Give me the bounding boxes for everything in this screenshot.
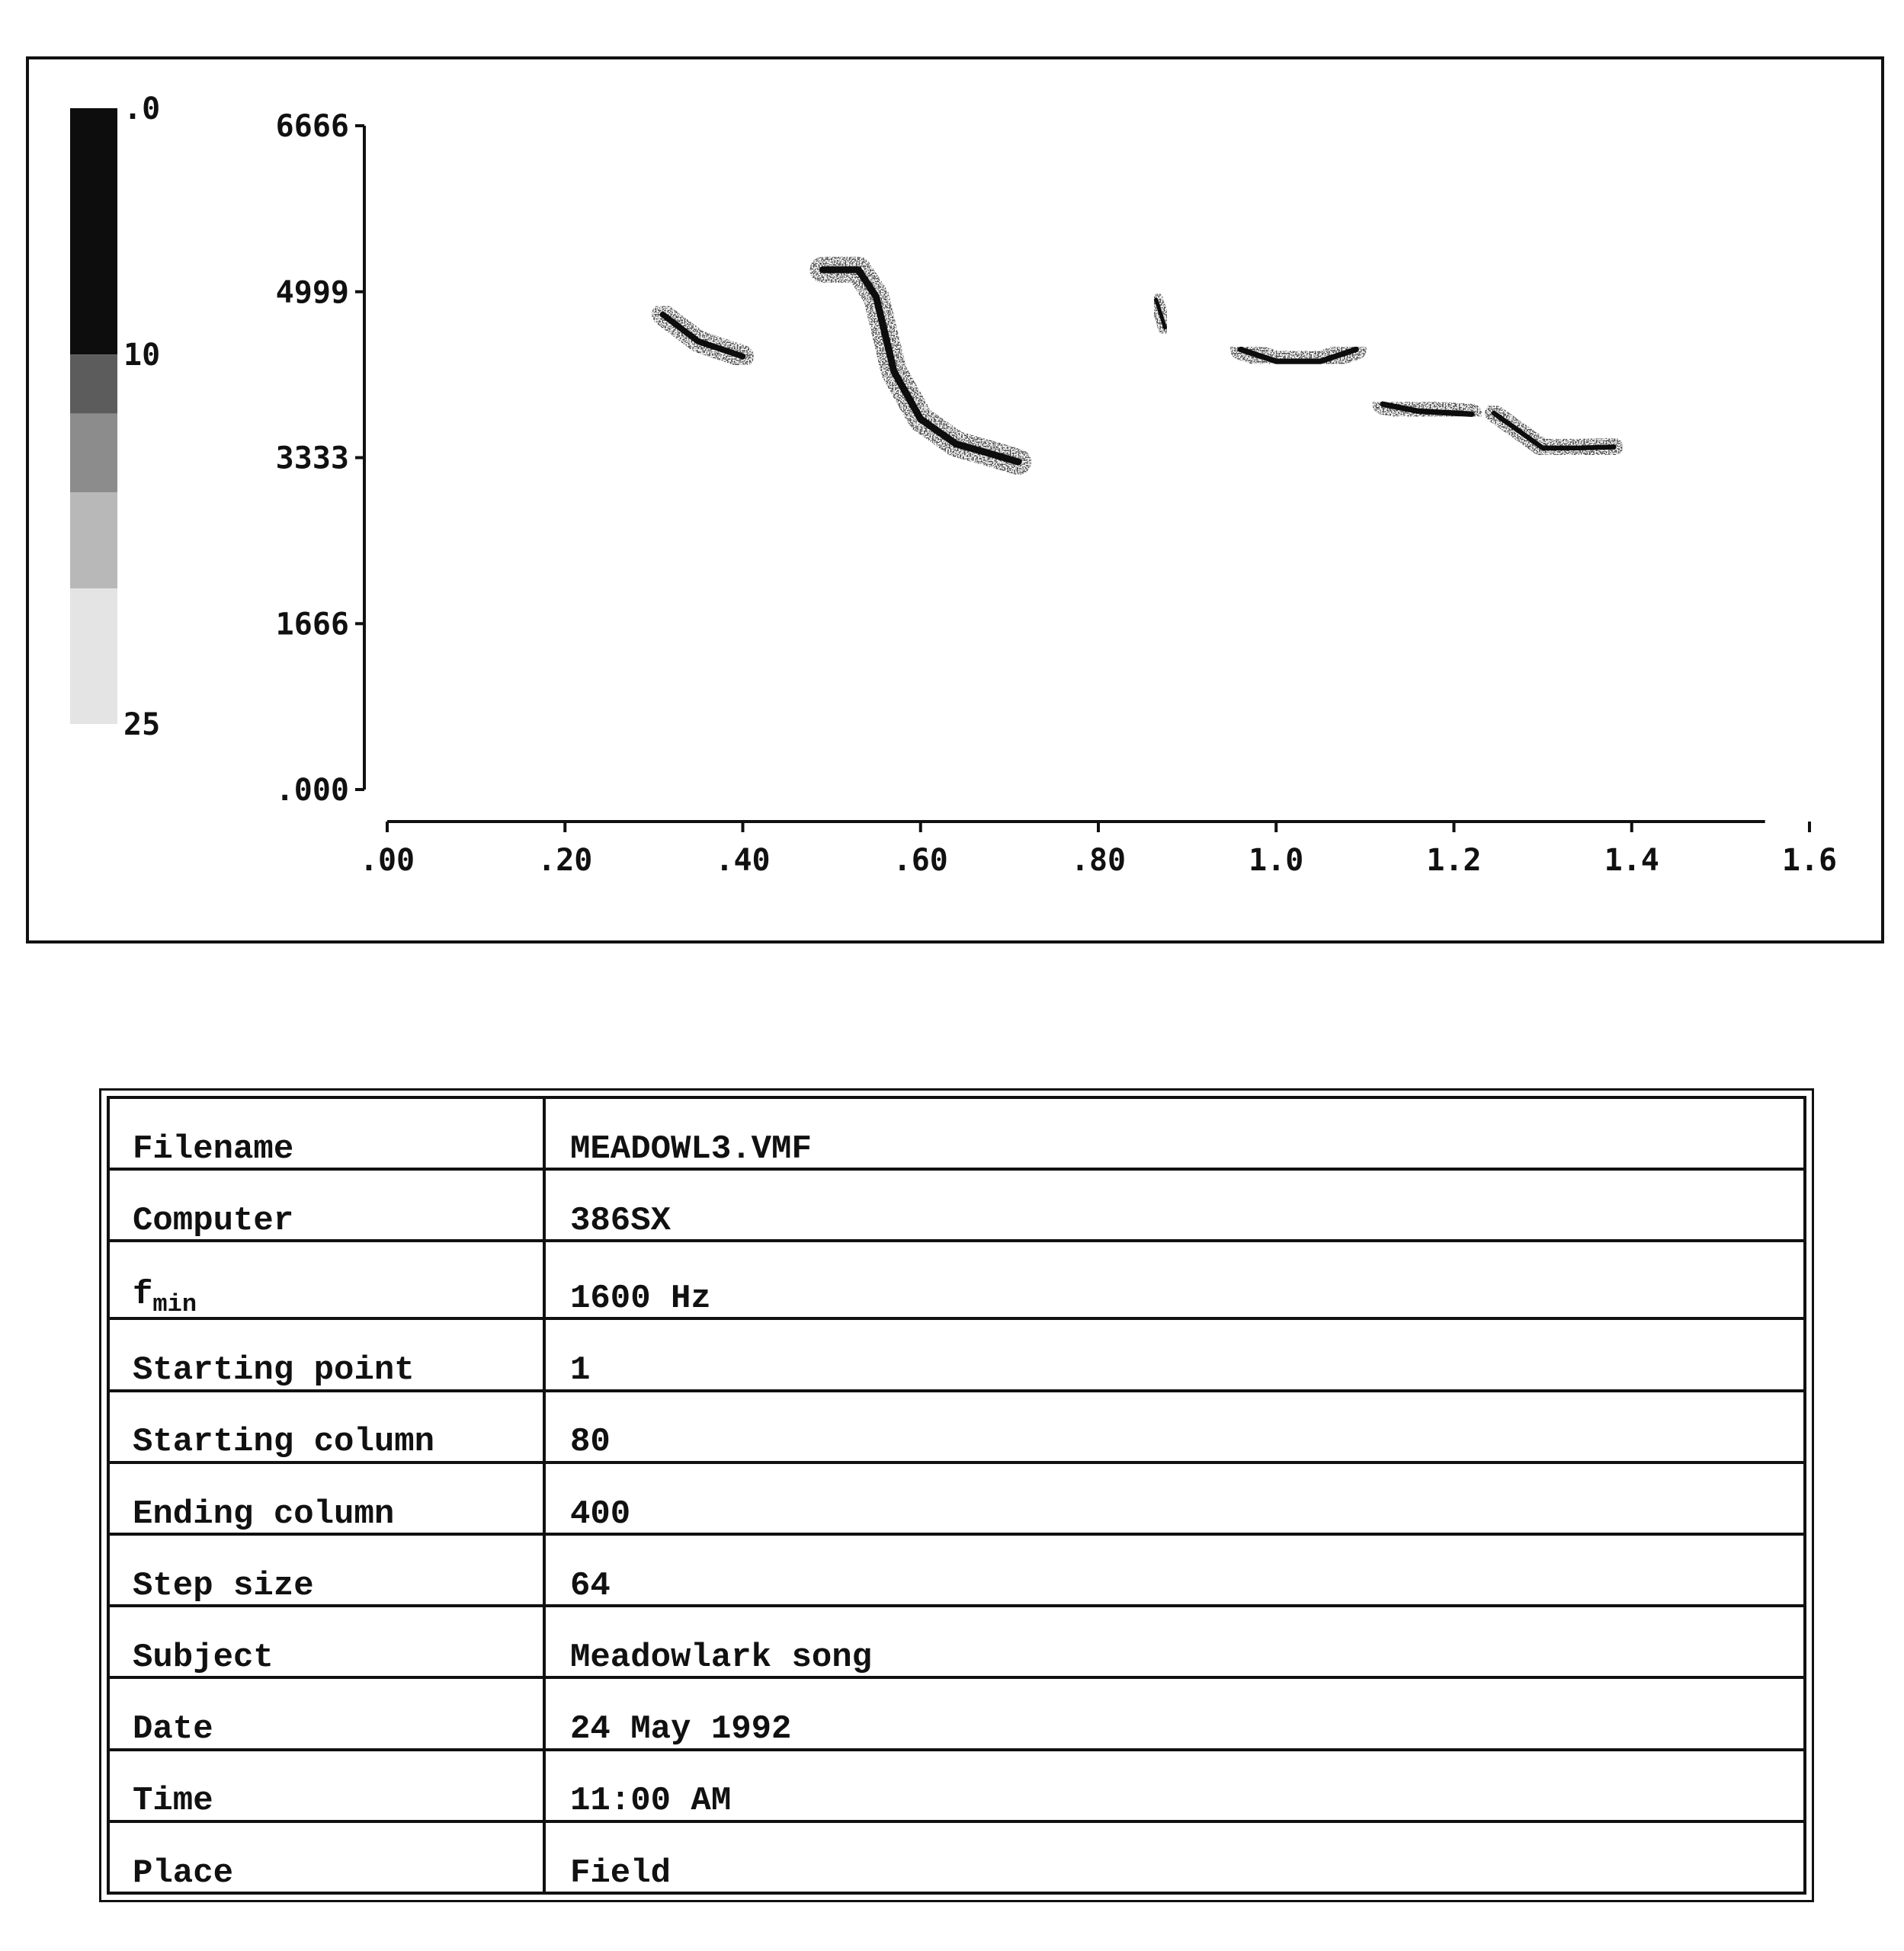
metadata-key [108,1750,544,1821]
metadata-value: Field [544,1821,1805,1893]
trace-halo [823,270,1019,462]
metadata-key [108,1169,544,1241]
x-tick-label: .80 [1070,843,1127,878]
metadata-value: 1600 Hz [544,1241,1805,1318]
colorbar-band [70,108,117,354]
x-tick-label: .00 [359,843,415,878]
metadata-key [108,1318,544,1390]
metadata-key-text: Ending column [133,1494,395,1533]
metadata-row [108,1606,1805,1677]
x-tick-label: 1.4 [1604,843,1659,878]
metadata-value: Meadowlark song [544,1606,1805,1677]
metadata-value: 386SX [544,1169,1805,1241]
metadata-key-text: Starting point [133,1351,415,1390]
metadata-row [108,1169,1805,1241]
metadata-key [108,1534,544,1606]
metadata-key-text: Filename [133,1129,294,1168]
metadata-key [108,1606,544,1677]
colorbar-band [70,414,117,492]
x-tick-label: .20 [537,843,593,878]
x-tick-label: 1.0 [1248,843,1304,878]
metadata-table [99,1088,1814,1902]
y-tick-label: 1666 [275,607,349,642]
metadata-row [108,1677,1805,1749]
metadata-value: 11:00 AM [544,1750,1805,1821]
metadata-key [108,1241,544,1318]
metadata-key-text: Place [133,1853,234,1892]
metadata-row [108,1097,1805,1169]
trace-halo [1494,413,1614,448]
x-tick-label: .40 [715,843,771,878]
colorbar-tick-label: 10 [123,338,161,373]
metadata-key [108,1462,544,1534]
metadata-row [108,1462,1805,1534]
metadata-row [108,1318,1805,1390]
y-tick-label: 6666 [275,109,349,144]
colorbar-band [70,354,117,414]
metadata-key [108,1097,544,1169]
metadata-key-text: Starting column [133,1423,435,1462]
metadata-key [108,1821,544,1893]
metadata-table-body [108,1097,1805,1893]
metadata-key-text: Date [133,1710,213,1749]
metadata-row [108,1534,1805,1606]
spectrogram-traces [663,270,1614,462]
metadata-value: 64 [544,1534,1805,1606]
metadata-key-text: Subject [133,1639,274,1677]
metadata-row [108,1750,1805,1821]
x-tick-label: 1.6 [1781,843,1838,878]
axes [276,109,1837,878]
metadata-row [108,1391,1805,1462]
metadata-value: 80 [544,1391,1805,1462]
colorbar-band [70,492,117,588]
metadata-key [108,1391,544,1462]
metadata-row [108,1821,1805,1893]
colorbar-tick-label: 25 [123,707,161,742]
y-tick-label: .000 [275,773,349,808]
colorbar [70,91,160,742]
spectrogram-panel [26,56,1884,943]
metadata-key-text: Computer [133,1201,294,1240]
y-tick-label: 3333 [275,440,349,476]
metadata-key-text: Time [133,1782,213,1821]
metadata-key [108,1677,544,1749]
colorbar-band [70,588,117,724]
metadata-value: MEADOWL3.VMF [544,1097,1805,1169]
colorbar-tick-label: .0 [123,91,161,127]
metadata-key-text: f [133,1275,153,1314]
spectrogram-chart [29,59,1881,940]
metadata-value: 1 [544,1318,1805,1390]
metadata-value: 24 May 1992 [544,1677,1805,1749]
metadata-row [108,1241,1805,1318]
metadata-value: 400 [544,1462,1805,1534]
y-tick-label: 4999 [275,274,349,310]
metadata-key-text: Step size [133,1566,314,1605]
metadata-key-subscript: min [152,1289,197,1318]
x-tick-label: .60 [893,843,948,878]
x-tick-label: 1.2 [1426,843,1482,878]
